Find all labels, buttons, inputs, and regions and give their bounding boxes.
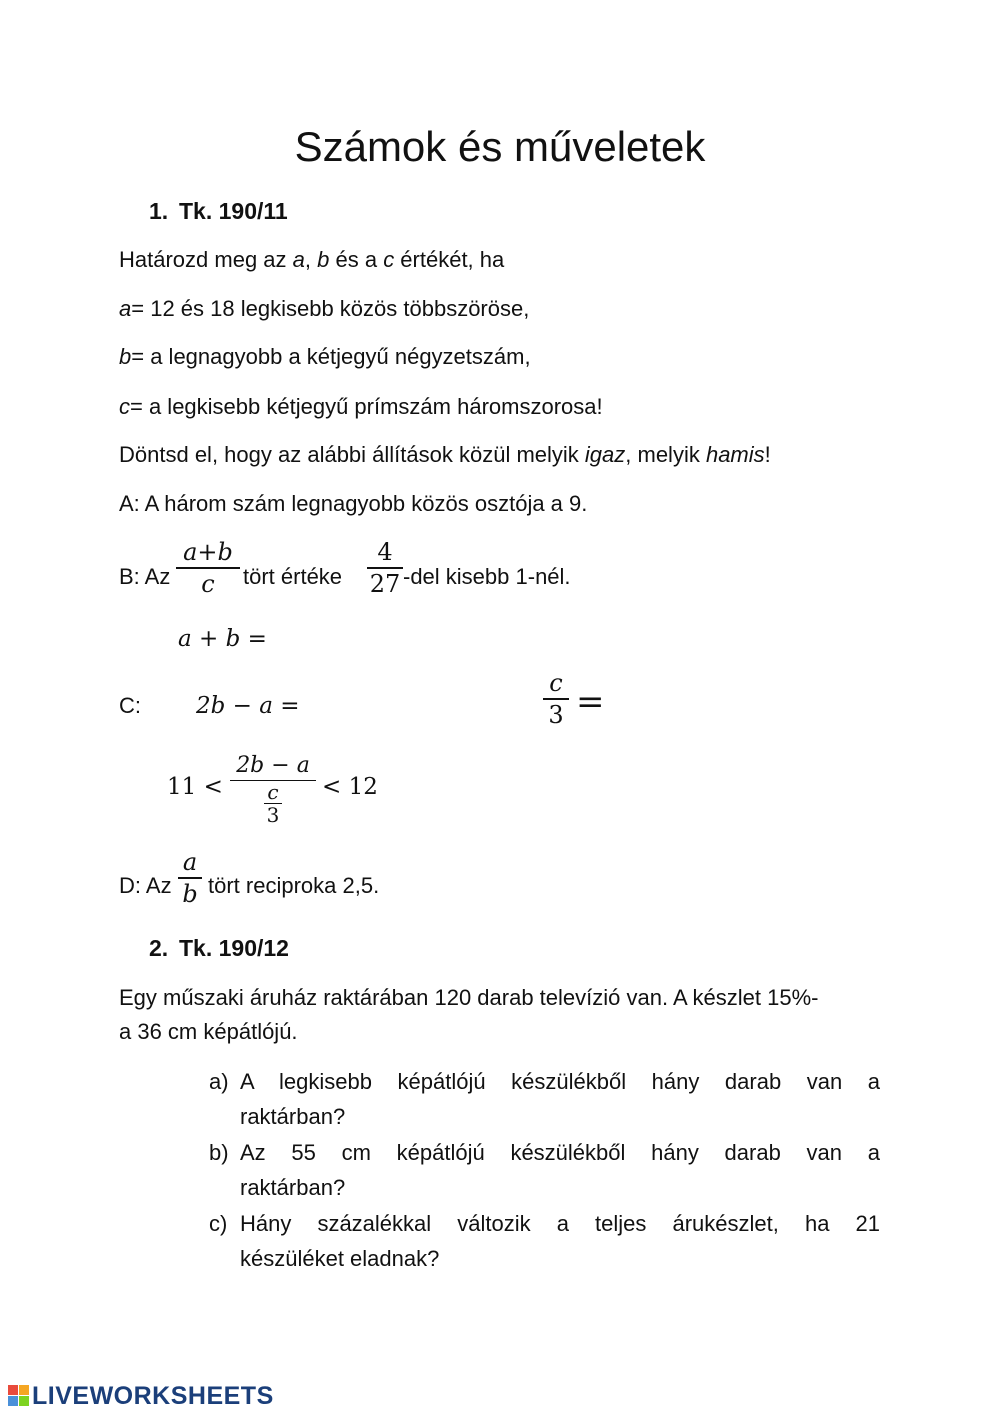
decide-text: Döntsd el, hogy az alábbi állítások közül melyik [119, 442, 585, 467]
item-c-line-1: Hány százalékkal változik a teljes árukészlet, ha 21 [240, 1211, 880, 1236]
frac-b-numerator: a+b [183, 538, 233, 566]
decide-mid: , melyik [625, 442, 706, 467]
intro-suffix: értékét, ha [394, 247, 505, 272]
section-2-heading [149, 933, 289, 963]
intro-comma: , [304, 247, 318, 272]
task-2-intro-line-2: a 36 cm képátlójú. [119, 1019, 298, 1044]
definition-c [119, 392, 603, 422]
decide-true: igaz [584, 442, 626, 467]
statement-d-suffix: tört reciproka 2,5. [208, 873, 380, 898]
frac-d-denominator: b [182, 880, 198, 908]
item-b-line-2: raktárban? [240, 1175, 346, 1200]
item-a-label: a) [209, 1069, 229, 1094]
def-b-var: b [119, 344, 132, 369]
var-a: a [292, 247, 305, 272]
liveworksheets-logo[interactable] [8, 1382, 274, 1411]
statement-b-fraction-2 [367, 537, 403, 599]
section-1-heading [149, 196, 288, 226]
frac-b-denominator: c [201, 570, 215, 598]
statement-b-prefix: B: Az [119, 564, 171, 589]
item-a-line-2: raktárban? [240, 1104, 346, 1129]
c3-numerator: c [549, 669, 563, 697]
def-c-text: = a legkisebb kétjegyű prímszám háromszorosa! [130, 394, 603, 419]
liveworksheets-logo-icon [8, 1385, 30, 1407]
ineq-denominator [264, 781, 282, 826]
section-1-title: Tk. 190/11 [179, 198, 288, 224]
def-a-var: a [119, 296, 132, 321]
work-a-plus-b: a + b = [178, 626, 267, 652]
frac-d-numerator: a [182, 848, 198, 876]
definition-b [119, 342, 531, 372]
decide-instruction [119, 440, 771, 470]
c3-denominator: 3 [548, 701, 564, 729]
def-a-text: = 12 és 18 legkisebb közös többszöröse, [131, 296, 530, 321]
statement-b-suffix: -del kisebb 1-nél. [403, 564, 571, 589]
work-2b-minus-a: 2b − a = [196, 693, 300, 719]
decide-end: ! [764, 442, 771, 467]
statement-a: A: A három szám legnagyobb közös osztója a 9. [119, 491, 588, 516]
item-b-line-1: Az 55 cm képátlójú készülékből hány darab van a [240, 1140, 880, 1165]
item-a-line-1: A legkisebb képátlójú készülékből hány darab van a [240, 1069, 880, 1094]
c3-equals: = [576, 682, 605, 722]
frac-b2-numerator: 4 [377, 538, 393, 566]
ineq-den-denominator: 3 [266, 803, 280, 827]
decide-false: hamis [705, 442, 765, 467]
ineq-den-numerator: c [267, 780, 279, 804]
var-b: b [317, 247, 330, 272]
def-b-text: = a legnagyobb a kétjegyű négyzetszám, [131, 344, 531, 369]
statement-b-fraction [176, 537, 240, 599]
task-1-intro [119, 245, 504, 275]
ineq-numerator: 2b − a [236, 753, 310, 778]
item-c-label: c) [209, 1211, 228, 1236]
intro-text: Határozd meg az [119, 247, 293, 272]
definition-a [119, 294, 529, 324]
section-2-number: 2. [149, 935, 169, 961]
def-c-var: c [119, 394, 130, 419]
statement-b-mid: tört értéke [243, 564, 343, 589]
ineq-left: 11 < [167, 774, 223, 800]
statement-d-prefix: D: Az [119, 873, 172, 898]
ineq-fraction [230, 752, 316, 826]
statement-c-label: C: [119, 693, 141, 718]
section-2-title: Tk. 190/12 [179, 935, 289, 961]
statement-d-fraction [178, 847, 202, 909]
work-c-over-3 [543, 668, 569, 730]
frac-b2-denominator: 27 [369, 570, 401, 598]
intro-and: és a [329, 247, 384, 272]
item-b-label: b) [209, 1140, 229, 1165]
liveworksheets-logo-text: LIVEWORKSHEETS [32, 1382, 274, 1410]
item-c-line-2: készüléket eladnak? [240, 1246, 440, 1271]
var-c: c [383, 247, 395, 272]
ineq-right: < 12 [322, 774, 378, 800]
page-title: Számok és műveletek [294, 123, 706, 170]
section-1-number: 1. [149, 198, 169, 224]
task-2-intro-line-1: Egy műszaki áruház raktárában 120 darab televízió van. A készlet 15%- [119, 985, 819, 1010]
